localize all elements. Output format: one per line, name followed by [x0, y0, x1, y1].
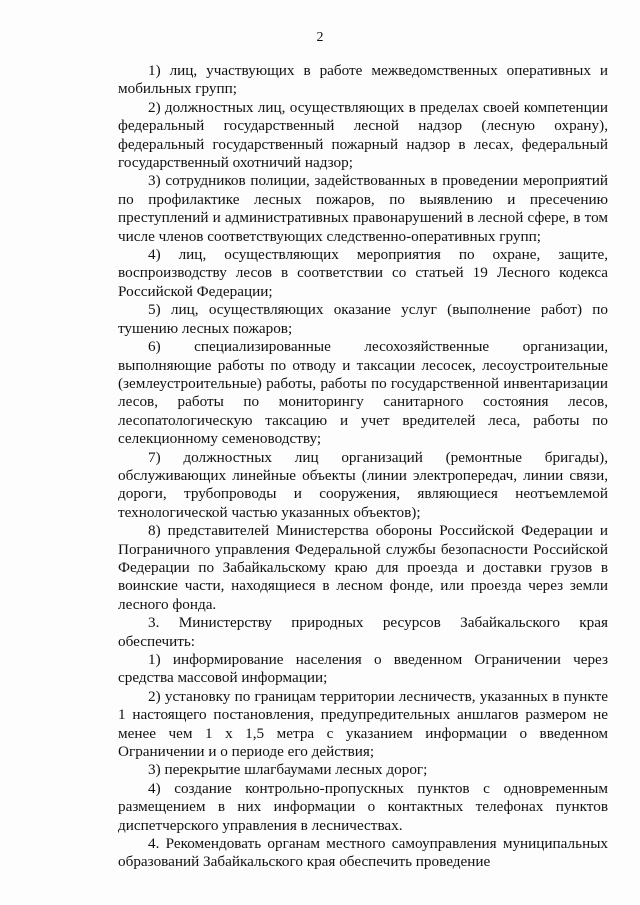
list-item: 1) информирование населения о введенном Ограничении через средства массовой информации;	[118, 651, 608, 687]
list-item: 5) лиц, осуществляющих оказание услуг (выполнение работ) по тушению лесных пожаров;	[118, 301, 608, 337]
list-item: 3) сотрудников полиции, задействованных в проведении мероприятий по профилактике лесных пожаров, по выявлению и пресечению преступлений и административных правонарушений в лесной сфере, в том числе членов соответствующих следственно-оперативных групп;	[118, 172, 608, 245]
section-paragraph: 3. Министерству природных ресурсов Забайкальского края обеспечить:	[118, 614, 608, 650]
list-item: 1) лиц, участвующих в работе межведомственных оперативных и мобильных групп;	[118, 62, 608, 98]
document-body	[118, 62, 608, 872]
list-item: 2) должностных лиц, осуществляющих в пределах своей компетенции федеральный государственный лесной надзор (лесную охрану), федеральный государственный пожарный надзор в лесах, федеральный государственный охотничий надзор;	[118, 98, 608, 172]
list-item: 7) должностных лиц организаций (ремонтные бригады), обслуживающих линейные объекты (линии электропередач, линии связи, дороги, трубопроводы и сооружения, являющиеся неотъемлемой технологической частью указанных объектов);	[118, 448, 608, 521]
list-item: 4) создание контрольно-пропускных пунктов с одновременным размещением в них информации о контактных телефонах пунктов диспетчерского управления в лесничествах.	[118, 779, 608, 834]
list-item: 8) представителей Министерства обороны Российской Федерации и Пограничного управления Федеральной службы безопасности Российской Федерации по Забайкальскому краю для проезда и доставки грузов в воинские части, находящиеся в лесном фонде, или проезда через земли лесного фонда.	[118, 522, 608, 613]
list-item: 3) перекрытие шлагбаумами лесных дорог;	[148, 761, 428, 779]
list-item: 4) лиц, осуществляющих мероприятия по охране, защите, воспроизводству лесов в соответствии со статьей 19 Лесного кодекса Российской Федерации;	[118, 246, 608, 300]
list-item: 2) установку по границам территории лесничеств, указанных в пункте 1 настоящего постановления, предупредительных аншлагов размером не менее чем 1 х 1,5 метра с указанием информации о введенном Ограничении и о периоде его действия;	[118, 687, 608, 761]
list-item: 6) специализированные лесохозяйственные организации, выполняющие работы по отводу и таксации лесосек, лесоустроительные (землеустроительные) работы, работы по государственной инвентаризации лесов, работы по мониторингу санитарного состояния лесов, лесопатологическую таксацию и учет вредителей леса, работы по селекционному семеноводству;	[118, 338, 608, 448]
section-paragraph: 4. Рекомендовать органам местного самоуправления муниципальных образований Забайкальского края обеспечить проведение	[118, 835, 608, 871]
page-number: 2	[316, 30, 324, 45]
